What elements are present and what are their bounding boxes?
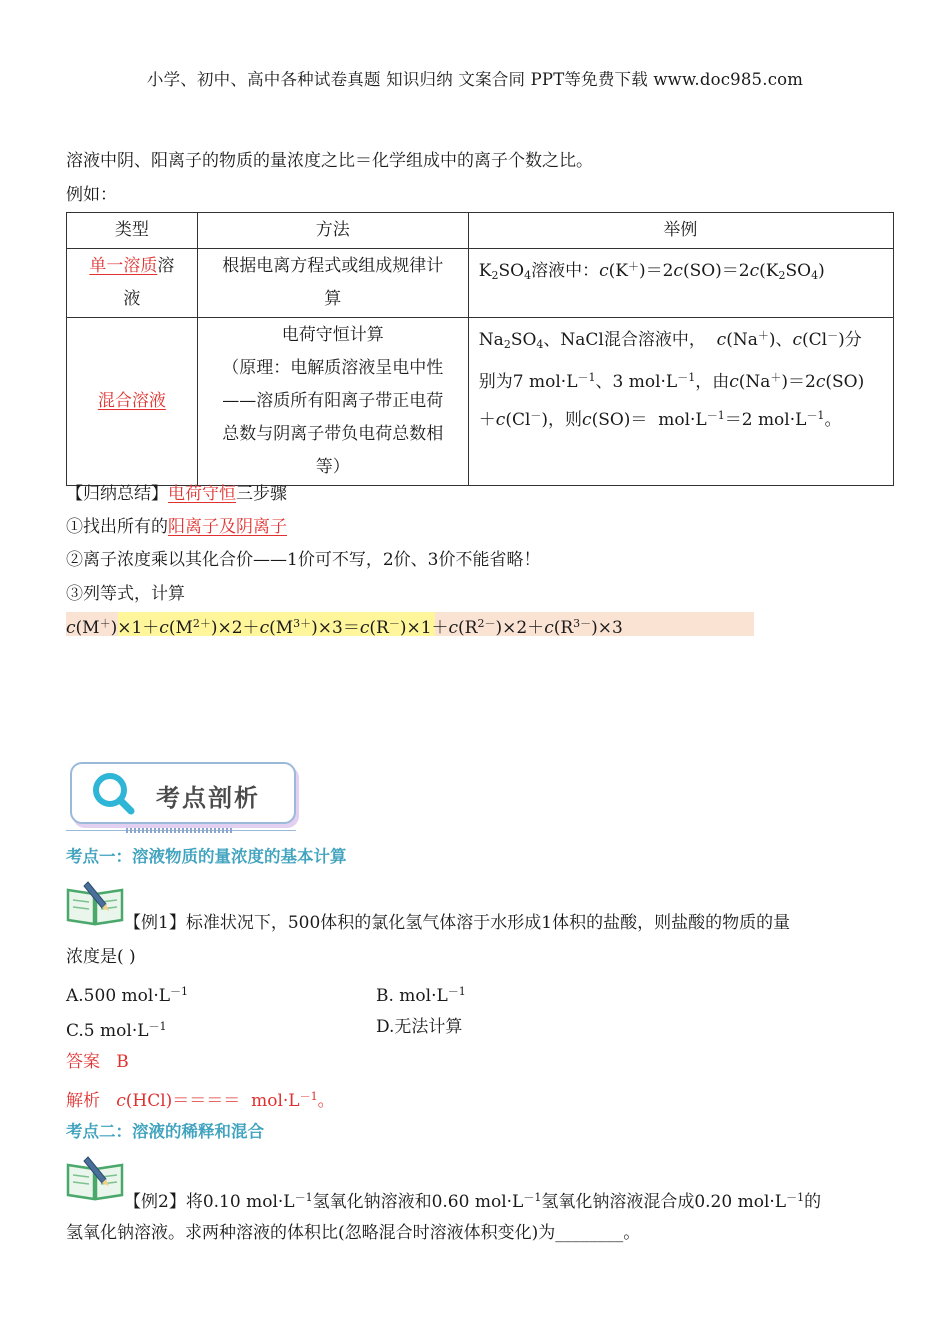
header-example: 举例 [468,213,893,249]
table-row [67,249,894,318]
option-a-text: A.500 mol·L [66,986,171,1006]
example-1-line-2: 浓度是( ) [66,947,136,967]
intro-example-label: 例如： [66,185,117,205]
example-2-line-2: 氢氧化钠溶液。求两种溶液的体积比(忽略混合时溶液体积变化)为________。 [66,1223,641,1243]
summary-step-3: ③列等式，计算 [66,584,185,604]
header-type: 类型 [67,213,198,249]
example-1-text: 标准状况下，500体积的氯化氢气体溶于水形成1体积的盐酸，则盐酸的物质的量 [185,913,791,933]
answer-label: 答案 [66,1052,100,1072]
summary-step-1 [66,510,287,544]
page-header: 小学、初中、高中各种试卷真题 知识归纳 文案合同 PPT等免费下载 www.doc985.com [146,70,804,89]
banner-box [70,762,296,824]
method-mixed [197,318,468,486]
example-single: $K_2SO_4$溶液中：$c(K^+)=2c(SO)=2c(K_2SO_4)$ [468,249,893,318]
analysis-label: 解析 [66,1091,100,1111]
method-line: 算 [324,289,342,309]
answer-value: B [116,1052,129,1072]
option-b: B. $mol\cdot L^{-1}$ [376,985,466,1006]
type-red-text: 单一溶质 [89,256,158,276]
example-2-label: 【例2】 [124,1192,186,1212]
type-text: 溶 [157,256,175,276]
type-red-text: 混合溶液 [97,391,166,411]
book-pencil-icon [66,880,124,926]
charge-conservation-formula: $c(M^+)\times 1+c(M^{2+})\times 2+c(M^{3+})\times 3=c(R^-)\times 1+c(R^{2-})\times 2+c(R^{3-})\times 3$ [66,617,623,638]
summary-prefix: 【归纳总结】 [66,484,168,504]
header-method: 方法 [197,213,468,249]
analysis-line: 解析 $c(HCl)==== mol\cdot L^{-1}$。 [66,1090,335,1111]
step-red-text: 阳离子及阴离子 [168,517,287,537]
summary-suffix: 三步骤 [236,484,287,504]
option-b-text: B. mol·L [376,986,448,1006]
option-d: D.无法计算 [376,1017,463,1037]
banner-stripes [126,828,234,833]
method-line: 电荷守恒计算 [281,325,384,345]
table-row [67,318,894,486]
option-c: C.5 $mol\cdot L^{-1}$ [66,1020,167,1041]
summary-red-text: 电荷守恒 [168,484,236,504]
search-icon [86,768,142,818]
option-c-text: C.5 mol·L [66,1021,149,1041]
summary-title [66,477,287,511]
step-text: ①找出所有的 [66,517,168,537]
method-line: 总数与阴离子带负电荷总数相 [222,424,444,444]
method-line: ——溶质所有阳离子带正电荷 [222,391,444,411]
book-pencil-icon [66,1155,124,1201]
option-a: A.500 $mol\cdot L^{-1}$ [66,985,189,1006]
type-mixed-solution [67,318,198,486]
type-single-solute [67,249,198,318]
section-2-title: 考点二：溶液的稀释和混合 [66,1122,264,1141]
example-mixed: $Na_2SO_4$、NaCl混合溶液中， c(Na＋)、c(Cl－)分 别为7 $mol\cdot L^{-1}$、3 $mol\cdot L^{-1}$，由c(Na＋)＝2c(SO) ＋c(Cl－)，则$c(SO)= mol\cdot L^{-1}=2$ $mol\cdot L^{-1}$。 [468,318,893,486]
ion-concentration-table [66,212,894,486]
method-single [197,249,468,318]
example-2-line-1: 【例2】将0.10 $mol\cdot L^{-1}$氢氧化钠溶液和0.60 $mol\cdot L^{-1}$氢氧化钠溶液混合成0.20 $mol\cdot L^{-1}$的 [124,1191,822,1212]
type-text: 液 [123,289,141,309]
section-banner [66,762,298,834]
example-1-label: 【例1】 [124,913,186,933]
intro-line: 溶液中阴、阳离子的物质的量浓度之比＝化学组成中的离子个数之比。 [66,151,593,171]
example-1-line-1 [124,906,790,940]
table-header-row [67,213,894,249]
method-line: 等） [315,457,350,477]
banner-title: 考点剖析 [156,784,260,812]
method-line: （原理：电解质溶液呈电中性 [222,358,444,378]
section-1-title: 考点一：溶液物质的量浓度的基本计算 [66,847,347,866]
answer-line [66,1045,129,1079]
summary-step-2: ②离子浓度乘以其化合价——1价可不写，2价、3价不能省略！ [66,550,541,570]
method-line: 根据电离方程式或组成规律计 [222,256,444,276]
